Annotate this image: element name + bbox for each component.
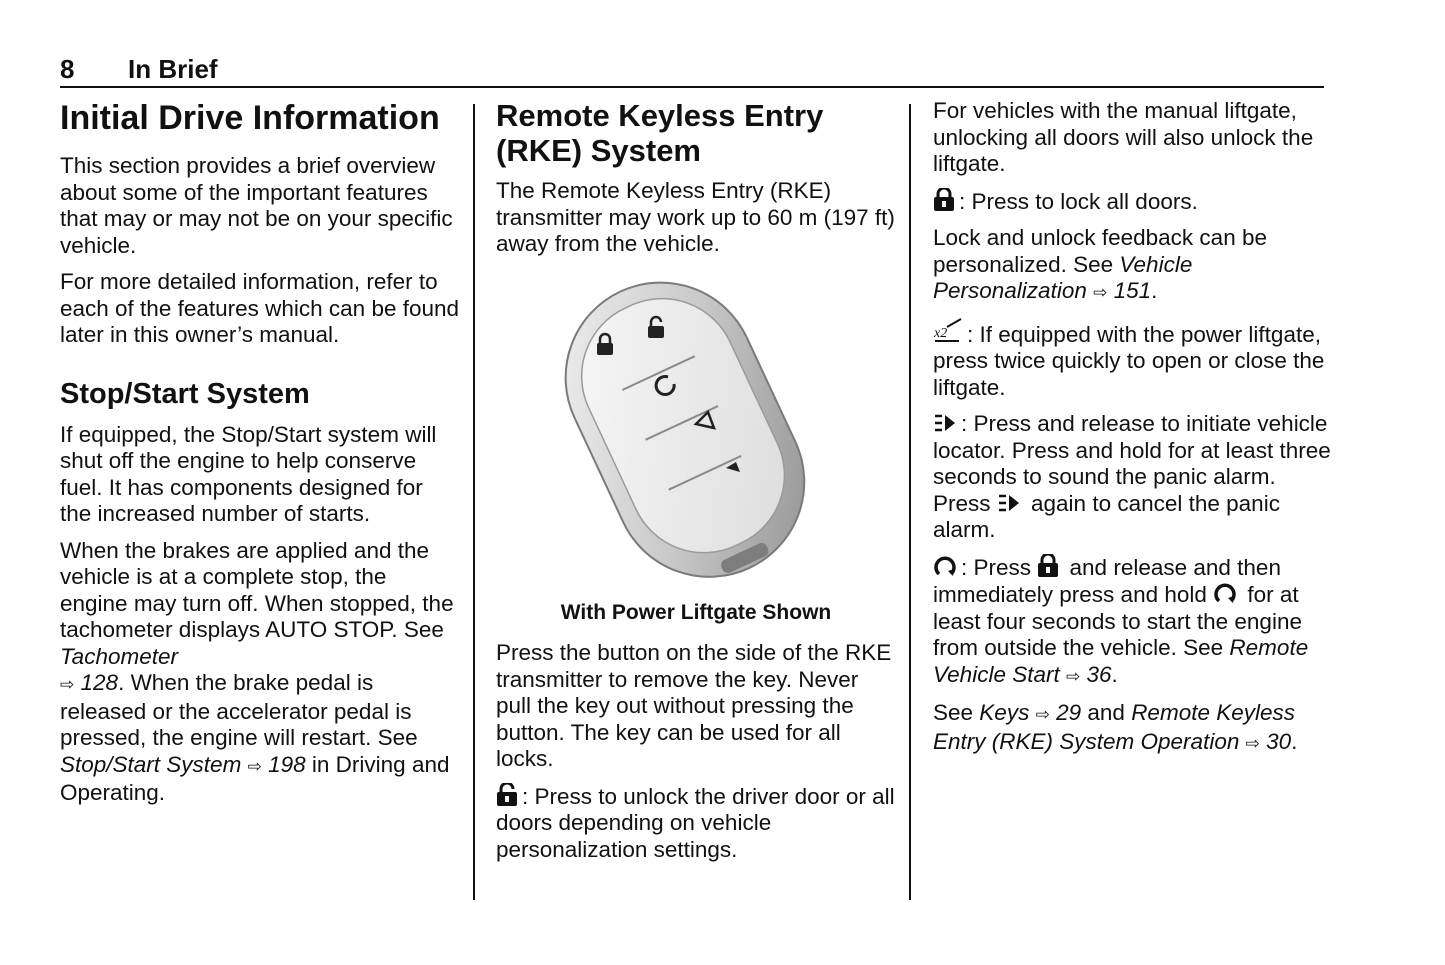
liftgate-text: : If equipped with the power liftgate, press twice quickly to open or close the liftgate. xyxy=(933,321,1325,400)
column-2 xyxy=(496,98,896,873)
remote-start-icon xyxy=(933,554,957,578)
see-also-end: . xyxy=(1291,728,1298,754)
svg-text:x2: x2 xyxy=(934,325,948,341)
keys-page[interactable]: 29 xyxy=(1056,700,1082,725)
rke-range-paragraph: The Remote Keyless Entry (RKE) transmitter may work up to 60 m (197 ft) away from the vehicle. xyxy=(496,178,895,256)
remote-vehicle-start-page[interactable]: 36 xyxy=(1086,661,1112,687)
lock-icon xyxy=(933,188,955,212)
liftgate-x2-icon xyxy=(933,317,963,345)
liftgate-paragraph xyxy=(933,317,1333,402)
tachometer-page[interactable]: 128 xyxy=(80,670,119,695)
remote-start-text-a: : Press xyxy=(961,554,1038,580)
stop-start-link[interactable]: Stop/Start System xyxy=(60,751,242,777)
page-ref-arrow-icon: ⇨ xyxy=(1093,283,1108,302)
lock-text: : Press to lock all doors. xyxy=(959,188,1198,214)
key-removal-paragraph: Press the button on the side of the RKE transmitter to remove the key. Never pull the key out without pressing the button. The key can be used for all locks. xyxy=(496,640,892,771)
lock-paragraph xyxy=(933,188,1333,216)
rke-operation-page[interactable]: 30 xyxy=(1266,728,1292,754)
rke-heading: Remote Keyless Entry (RKE) System xyxy=(496,98,824,168)
brakes-text-b: . When the brake pedal is released or the accelerator pedal is pressed, the engine will restart. See xyxy=(60,670,418,750)
page-ref-arrow-icon: ⇨ xyxy=(1035,705,1050,724)
manual-liftgate-paragraph: For vehicles with the manual liftgate, unlocking all doors will also unlock the liftgate. xyxy=(933,98,1314,176)
brakes-paragraph xyxy=(60,538,460,807)
vehicle-personalization-link[interactable]: Vehicle Personalization xyxy=(933,251,1193,303)
vehicle-locator-panic-icon xyxy=(933,412,957,434)
remote-start-paragraph xyxy=(933,554,1333,691)
panic-text-b: again to cancel the panic alarm. xyxy=(933,490,1280,542)
key-fob-icon xyxy=(496,272,896,592)
intro-paragraph: This section provides a brief overview about some of the important features that may or may not be on your specific vehicle. xyxy=(60,153,453,258)
remote-start-text-c: for at least four seconds to start the engine from outside the vehicle. See xyxy=(933,582,1302,660)
column-3 xyxy=(933,98,1333,767)
page-ref-arrow-icon: ⇨ xyxy=(60,675,75,694)
lock-icon xyxy=(1037,554,1059,578)
page-ref-arrow-icon: ⇨ xyxy=(1066,666,1081,686)
brakes-text-a: When the brakes are applied and the vehicle is at a complete stop, the engine may turn off. When stopped, the tachometer displays AUTO STOP. See xyxy=(60,537,454,642)
column-divider xyxy=(473,104,475,900)
rke-operation-link[interactable]: Remote Keyless Entry (RKE) System Operation xyxy=(933,700,1296,754)
stop-start-paragraph: If equipped, the Stop/Start system will shut off the engine to help conserve fuel. It has components designed for the increased number of starts. xyxy=(60,421,437,526)
remote-start-icon xyxy=(1213,581,1237,605)
page-header xyxy=(60,52,1324,88)
keys-link[interactable]: Keys xyxy=(979,700,1030,725)
panic-paragraph xyxy=(933,411,1333,544)
more-info-paragraph: For more detailed information, refer to each of the features which can be found later in this owner’s manual. xyxy=(60,269,460,347)
panic-text-a: : Press and release to initiate vehicle locator. Press and hold for at least three seconds to sound the panic alarm. Press xyxy=(933,411,1331,516)
feedback-paragraph xyxy=(933,225,1333,307)
remote-start-text-b: and release and then immediately press and hold xyxy=(933,554,1281,607)
remote-start-end: . xyxy=(1111,661,1118,687)
stop-start-page[interactable]: 198 xyxy=(268,751,306,777)
see-also-text-a: See xyxy=(933,700,980,725)
figure-caption: With Power Liftgate Shown xyxy=(560,600,832,624)
tachometer-link[interactable]: Tachometer xyxy=(60,643,178,669)
see-also-paragraph xyxy=(933,700,1333,757)
column-divider xyxy=(909,104,911,900)
initial-drive-heading: Initial Drive Information xyxy=(60,99,440,137)
unlock-text: : Press to unlock the driver door or all doors depending on vehicle personalization settings. xyxy=(496,783,895,862)
unlock-paragraph xyxy=(496,783,896,864)
page-ref-arrow-icon: ⇨ xyxy=(247,756,262,776)
brakes-text-c: in Driving and Operating. xyxy=(60,751,450,805)
feedback-end: . xyxy=(1151,278,1158,303)
remote-vehicle-start-link[interactable]: Remote Vehicle Start xyxy=(933,635,1309,687)
column-1 xyxy=(60,98,460,817)
vehicle-personalization-page[interactable]: 151 xyxy=(1113,278,1152,303)
vehicle-locator-panic-icon xyxy=(997,492,1021,514)
feedback-text: Lock and unlock feedback can be personalized. See xyxy=(933,225,1267,277)
page-ref-arrow-icon: ⇨ xyxy=(1245,733,1260,753)
key-fob-illustration xyxy=(496,272,896,592)
see-also-text-b: and xyxy=(1081,700,1132,725)
stop-start-heading: Stop/Start System xyxy=(60,377,310,410)
unlock-icon xyxy=(496,783,518,807)
section-title: In Brief xyxy=(128,54,218,84)
page-number: 8 xyxy=(60,54,75,84)
